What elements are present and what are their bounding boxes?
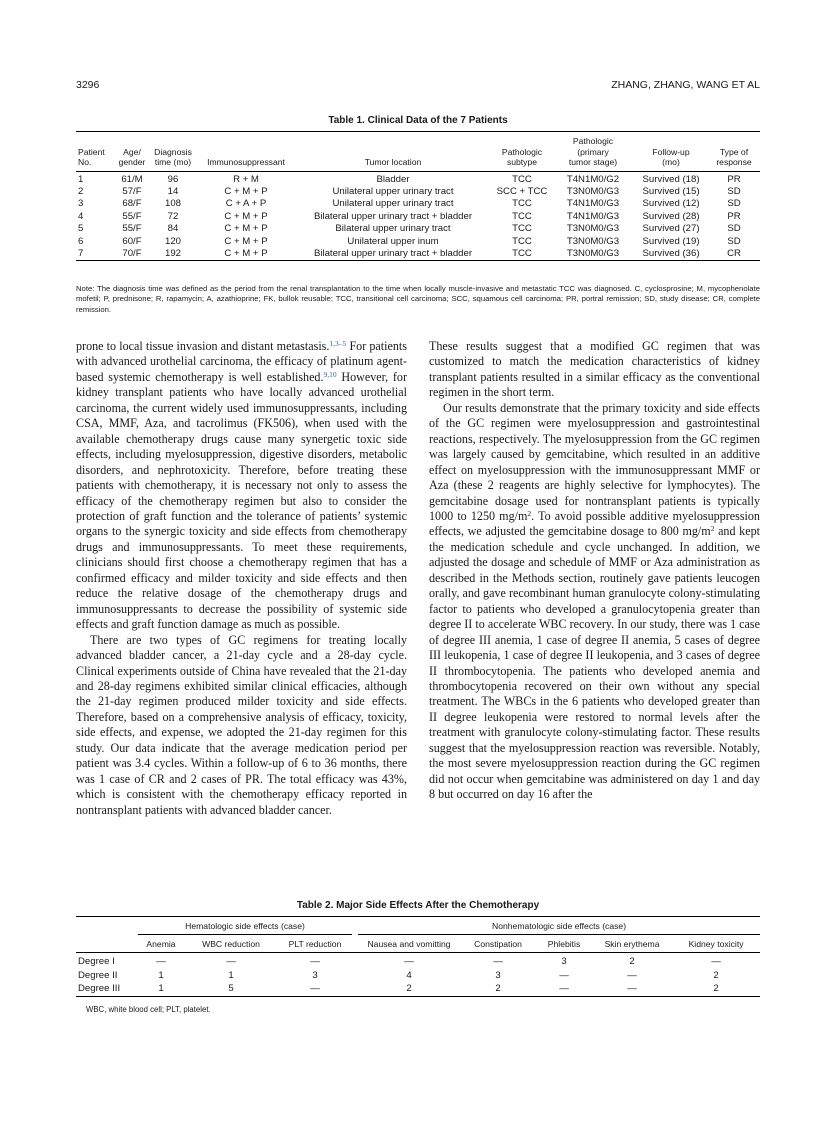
table1-caption: Table 1. Clinical Data of the 7 Patients — [328, 115, 508, 126]
table-cell: Bilateral upper urinary tract + bladder — [313, 210, 473, 222]
table-cell: Survived (15) — [642, 185, 700, 197]
header-line: Type of — [719, 146, 749, 157]
table-cell: Survived (12) — [642, 198, 700, 210]
table-cell: — — [226, 956, 236, 967]
table-cell: 2 — [713, 969, 719, 981]
table1-column-header — [116, 132, 148, 172]
table-cell: 2 — [713, 983, 719, 994]
table-cell: 3 — [495, 969, 501, 981]
table1-header-row — [76, 132, 760, 172]
table2-column-header: PLT reduction — [288, 939, 342, 949]
table2-group-hematologic: Hematologic side effects (case) — [138, 917, 352, 935]
table2-column-header: Nausea and vomitting — [367, 939, 451, 949]
table1-column-header — [294, 132, 492, 172]
header-line: time (mo) — [154, 157, 192, 167]
table-row — [76, 186, 760, 198]
table-cell: T4N1M0/G3 — [566, 198, 620, 210]
header-line: Pathologic — [572, 136, 614, 146]
header-line: Age/ — [123, 146, 141, 157]
table-cell: TCC — [512, 198, 532, 210]
table-cell: SCC + TCC — [496, 185, 548, 197]
table-row — [76, 211, 760, 223]
body-left-column — [76, 339, 407, 818]
table-cell: — — [559, 969, 569, 981]
header-line: response — [716, 157, 752, 167]
header-line: Diagnosis — [154, 146, 192, 157]
table-cell: TCC — [512, 223, 532, 235]
table-cell: 68/F — [122, 198, 142, 210]
citation-ref[interactable]: 1,3–5 — [329, 339, 347, 348]
table2-column-header: Constipation — [474, 939, 522, 949]
paragraph: These results suggest that a modified GC regimen that was customized to match the medication characteristics of kidney transplant patients resulted in a similar efficacy as the conventional regimen in the short term. — [429, 339, 760, 400]
table-cell: — — [404, 956, 414, 967]
table2 — [76, 916, 760, 997]
table-cell: 2 — [406, 983, 412, 994]
table1-column-header — [198, 132, 294, 172]
table-cell: Unilateral upper urinary tract — [332, 185, 454, 197]
body-right-column — [429, 339, 760, 803]
running-authors: ZHANG, ZHANG, WANG ET AL — [611, 79, 760, 91]
table-cell: 2 — [629, 956, 635, 967]
running-head — [76, 79, 760, 93]
header-line: (mo) — [662, 157, 680, 167]
table-cell: C + M + P — [224, 235, 268, 247]
table-cell: Unilateral upper inum — [347, 235, 439, 247]
table-cell: 2 — [78, 185, 84, 197]
table-cell: 60/F — [122, 235, 142, 247]
text-run: For patients with advanced urothelial carcinoma, the efficacy of platinum agent-based systemic chemotherapy is well established. — [76, 339, 407, 384]
table1-column-header — [708, 132, 760, 172]
row-label: Degree III — [78, 983, 121, 994]
table-cell: Unilateral upper urinary tract — [332, 198, 454, 210]
table-cell: Bilateral upper urinary tract + bladder — [313, 247, 473, 259]
table-cell: T3N0M0/G3 — [566, 247, 620, 259]
table1-note: Note: The diagnosis time was defined as the period from the renal transplantation to the time when locally muscle-invasive and metastatic TCC was diagnosed. C, cyclosprosine; M, mycophenolate mofetil; P, prednisone; R, rapamycin; A, azathioprine; FK, bullok reusable; TCC, transitional cell carcinoma; SCC, squamous cell carcinoma; PR, portral remission; SD, study disease; CR, complete remission. — [76, 284, 760, 314]
table-cell: PR — [727, 210, 741, 222]
table1-column-header — [148, 132, 198, 172]
table-cell: T4N1M0/G2 — [566, 173, 620, 185]
table2-group-row — [76, 917, 760, 935]
table-cell: 70/F — [122, 247, 142, 259]
table-cell: 1 — [158, 969, 164, 981]
table1 — [76, 131, 760, 261]
table-cell: — — [310, 983, 320, 994]
table-cell: T4N1M0/G3 — [566, 210, 620, 222]
table1-column-header — [492, 132, 552, 172]
citation-ref[interactable]: 9,10 — [323, 369, 337, 379]
table2-column-header: Phlebitis — [547, 939, 581, 949]
header-line: gender — [118, 157, 146, 167]
text-run: and kept the medication schedule and cycle unchanged. In addition, we adjusted the dosage and schedule of MMF or Aza administration as described in the Methods section, routinely gave patients leucogen orally, and gave recombinant human granulocyte colony-stimulating factor to patients who developed a granulocytopenia greater than degree II to accelerate WBC recovery. In our study, there was 1 case of degree III anemia, 1 case of degree II anemia, 5 cases of degree III leukopenia, 1 case of degree II leukopenia, and 3 cases of degree II thrombocytopenia. The patients who developed anemia and thrombocytopenia recovered on their own without any special treatment. The WBCs in the 6 patients who developed greater than II degree leukopenia were restored to normal levels after the treatment with granulocyte colony-stimulating factor. These results suggest that the myelosuppression reaction was reversible. Notably, the most severe myelosuppression reaction during the GC regimen did not occur when gemcitabine was administered on day 1 and day 8 but occurred on day 16 after the — [429, 524, 760, 802]
table-cell: C + A + P — [225, 198, 267, 210]
table-row — [76, 236, 760, 248]
table-cell: 6 — [78, 235, 84, 247]
table2-corner — [76, 917, 138, 935]
header-line: subtype — [506, 157, 538, 167]
table-cell: PR — [727, 173, 741, 185]
table-row — [76, 171, 760, 186]
table-cell: C + M + P — [224, 210, 268, 222]
table-cell: SD — [727, 198, 741, 210]
table2-body — [76, 953, 760, 997]
paragraph — [76, 339, 407, 633]
table-row — [76, 198, 760, 210]
header-line: (primary — [577, 146, 609, 157]
table-cell: 1 — [78, 173, 84, 185]
table-cell: SD — [727, 223, 741, 235]
table-cell: — — [559, 983, 569, 994]
text-run: . To avoid possible additive myelosuppression effects, we adjusted the gemcitabine dosage to 800 mg/m — [429, 508, 760, 539]
table-cell: — — [493, 956, 503, 967]
text-run: However, for kidney transplant patients who have locally advanced urothelial carcinoma, the current widely used immunosuppressants, including CSA, MMF, Aza, and tacrolimus (FK506), when used with the available chemotherapy drugs cause many synergetic toxic side effects, including myelosuppression, digestive disorders, metabolic disorders, and nephrotoxicity. Therefore, before treating these patients with chemotherapy, it is necessary not only to assess the efficacy of the chemotherapy regimen but also to consider the protection of graft function and the tolerance of patients’ systemic organs to the synergic toxicity and side effects from chemotherapy drugs and immunosuppressants. To meet these requirements, clinicians should first choose a chemotherapy regimen that has a confirmed efficacy and milder toxicity and side effects and then reduce the relative dosage of the chemotherapy drugs and immunosuppressants to decrease the possibility of systemic side effects and graft function damage as much as possible. — [76, 369, 408, 632]
table-cell: Survived (18) — [642, 173, 700, 185]
superscript: 2 — [527, 508, 532, 518]
text-run: Our results demonstrate that the primary toxicity and side effects of the GC regimen were myelosuppression and gastrointestinal reactions, respectively. The myelosuppression from the GC regimen was largely caused by gemcitabine, which resulted in an additive effect on myelosuppression with the immunosuppressant MMF or Aza (these 2 reagents are highly selective for lymphocytes). The gemcitabine dosage used for nontransplant patients is typically 1000 to 1250 mg/m — [429, 400, 760, 523]
table2-header-row — [76, 935, 760, 953]
table-cell: — — [711, 956, 721, 967]
table-cell: Bilateral upper urinary tract — [335, 223, 451, 235]
table-cell: Survived (27) — [642, 223, 700, 235]
table-cell: Survived (19) — [642, 235, 700, 247]
table-cell: C + M + P — [224, 247, 268, 259]
header-line: Pathologic — [501, 146, 543, 157]
table-cell: 120 — [164, 235, 181, 247]
table2-column-header: WBC reduction — [202, 939, 260, 949]
table-cell: T3N0M0/G3 — [566, 235, 620, 247]
table-cell: 61/M — [121, 173, 143, 185]
table-cell: 84 — [167, 223, 179, 235]
table-cell: 5 — [228, 983, 234, 994]
table-cell: 3 — [312, 969, 318, 981]
table2-footnote: WBC, white blood cell; PLT, platelet. — [86, 1005, 211, 1014]
header-line: Tumor location — [364, 157, 422, 167]
table2-column-header: Skin erythema — [604, 939, 660, 949]
table-cell: C + M + P — [224, 223, 268, 235]
table-cell: 57/F — [122, 185, 142, 197]
table-row — [76, 969, 760, 983]
table-row — [76, 223, 760, 235]
table-cell: — — [156, 956, 166, 967]
table-cell: R + M — [233, 173, 259, 185]
header-line: Immunosuppressant — [207, 157, 285, 167]
page-number: 3296 — [76, 79, 100, 91]
table-cell: 72 — [167, 210, 179, 222]
table2-group-nonhematologic: Nonhematologic side effects (case) — [358, 917, 760, 935]
table-cell: 1 — [158, 983, 164, 994]
table-cell: 55/F — [122, 223, 142, 235]
table-row — [76, 953, 760, 969]
table-cell: SD — [727, 235, 741, 247]
table-cell: C + M + P — [224, 185, 268, 197]
table-cell: TCC — [512, 235, 532, 247]
table-row — [76, 248, 760, 261]
text-run: prone to local tissue invasion and distant metastasis. — [76, 339, 330, 353]
header-line: Patient — [78, 146, 105, 157]
table1-column-header — [552, 132, 634, 172]
row-label: Degree I — [78, 956, 115, 967]
table-cell: 3 — [78, 198, 84, 210]
table2-column-header: Kidney toxicity — [688, 939, 744, 949]
table-cell: 192 — [164, 247, 181, 259]
table-cell: 7 — [78, 247, 84, 259]
table-cell: T3N0M0/G3 — [566, 185, 620, 197]
table-cell: 3 — [561, 956, 567, 967]
table-cell: T3N0M0/G3 — [566, 223, 620, 235]
table-cell: 55/F — [122, 210, 142, 222]
header-line: No. — [78, 157, 92, 167]
table-cell: 108 — [164, 198, 181, 210]
row-label: Degree II — [78, 969, 118, 981]
table-cell: TCC — [512, 173, 532, 185]
table-cell: TCC — [512, 247, 532, 259]
table-cell: Survived (36) — [642, 247, 700, 259]
table1-body — [76, 171, 760, 261]
table-cell: 5 — [78, 223, 84, 235]
table-cell: Survived (28) — [642, 210, 700, 222]
table2-column-header: Anemia — [146, 939, 176, 949]
table-row — [76, 982, 760, 996]
table-cell: — — [627, 983, 637, 994]
table2-row-label-header — [76, 935, 138, 953]
header-line: Follow-up — [652, 146, 690, 157]
table-cell: TCC — [512, 210, 532, 222]
table-cell: — — [310, 956, 320, 967]
table1-column-header — [76, 132, 116, 172]
table-cell: Bladder — [376, 173, 410, 185]
table1-column-header — [634, 132, 708, 172]
superscript: 2 — [710, 524, 715, 534]
table-cell: CR — [727, 247, 741, 259]
table-cell: 96 — [167, 173, 179, 185]
table-cell: 4 — [406, 969, 412, 981]
table-cell: — — [627, 969, 637, 981]
table-cell: 1 — [228, 969, 234, 981]
paragraph — [429, 401, 760, 803]
paragraph: There are two types of GC regimens for treating locally advanced bladder cancer, a 21-day cycle and a 28-day cycle. Clinical experiments outside of China have revealed that the 21-day and 28-day regimens exhibited similar clinical efficacies, although the 21-day regimen produced milder toxicity and side effects. Therefore, based on a comprehensive analysis of efficacy, toxicity, side effects, and expense, we adopted the 21-day regimen for this study. Our data indicate that the average medication period per patient was 3.4 cycles. Within a follow-up of 6 to 36 months, there was 1 case of CR and 2 cases of PR. The total efficacy was 43%, which is consistent with the chemotherapy efficacy reported in nontransplant patients with advanced bladder cancer. — [76, 632, 407, 817]
table-cell: 14 — [167, 185, 179, 197]
table2-caption: Table 2. Major Side Effects After the Chemotherapy — [296, 900, 540, 911]
header-line: tumor stage) — [568, 157, 618, 167]
table-cell: SD — [727, 185, 741, 197]
table-cell: 2 — [495, 983, 501, 994]
table-cell: 4 — [78, 210, 84, 222]
